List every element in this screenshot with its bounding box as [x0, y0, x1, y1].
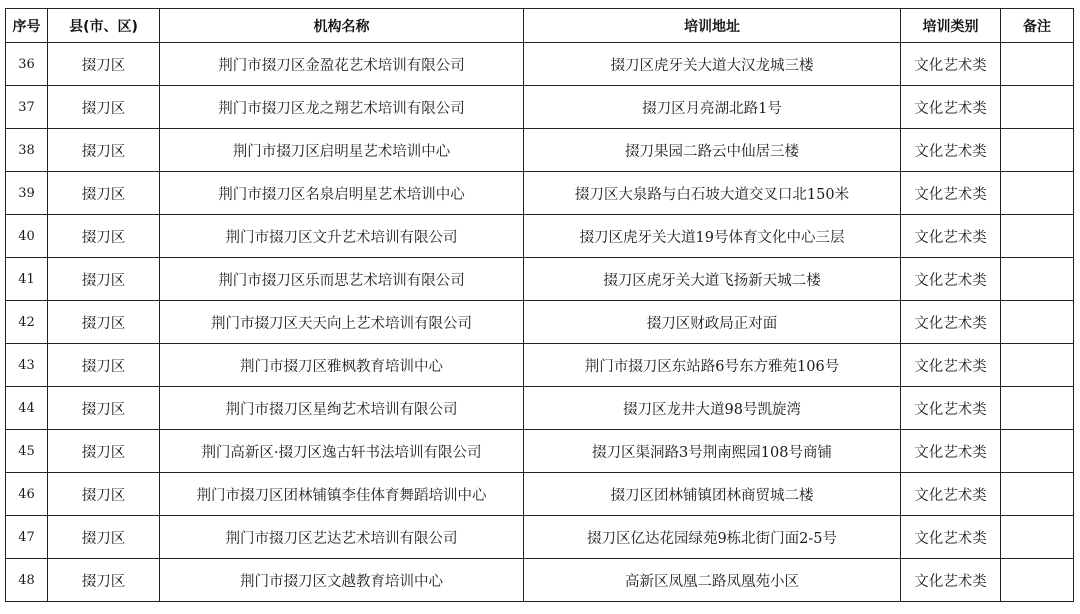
cell-institution-name: 荆门市掇刀区文升艺术培训有限公司 — [160, 215, 524, 258]
training-institutions-table — [5, 8, 1074, 602]
cell-training-address: 掇刀区虎牙关大道大汉龙城三楼 — [524, 43, 901, 86]
cell-training-address: 掇刀区月亮湖北路1号 — [524, 86, 901, 129]
cell-institution-name: 荆门市掇刀区雅枫教育培训中心 — [160, 344, 524, 387]
cell-no: 46 — [6, 473, 48, 516]
cell-county: 掇刀区 — [48, 473, 160, 516]
cell-institution-name: 荆门市掇刀区星绚艺术培训有限公司 — [160, 387, 524, 430]
cell-county: 掇刀区 — [48, 129, 160, 172]
cell-no: 42 — [6, 301, 48, 344]
cell-remark — [1001, 430, 1074, 473]
table-row — [6, 258, 1074, 301]
cell-remark — [1001, 344, 1074, 387]
cell-training-category: 文化艺术类 — [901, 215, 1001, 258]
cell-institution-name: 荆门市掇刀区启明星艺术培训中心 — [160, 129, 524, 172]
cell-institution-name: 荆门市掇刀区艺达艺术培训有限公司 — [160, 516, 524, 559]
cell-institution-name: 荆门市掇刀区文越教育培训中心 — [160, 559, 524, 602]
cell-institution-name: 荆门高新区·掇刀区逸古轩书法培训有限公司 — [160, 430, 524, 473]
cell-remark — [1001, 387, 1074, 430]
cell-remark — [1001, 215, 1074, 258]
cell-institution-name: 荆门市掇刀区金盈花艺术培训有限公司 — [160, 43, 524, 86]
cell-no: 48 — [6, 559, 48, 602]
table-row — [6, 559, 1074, 602]
table-row — [6, 301, 1074, 344]
cell-training-address: 掇刀果园二路云中仙居三楼 — [524, 129, 901, 172]
cell-county: 掇刀区 — [48, 516, 160, 559]
cell-training-category: 文化艺术类 — [901, 344, 1001, 387]
cell-county: 掇刀区 — [48, 559, 160, 602]
table-row — [6, 43, 1074, 86]
cell-training-category: 文化艺术类 — [901, 43, 1001, 86]
cell-remark — [1001, 516, 1074, 559]
cell-remark — [1001, 258, 1074, 301]
cell-county: 掇刀区 — [48, 258, 160, 301]
cell-training-category: 文化艺术类 — [901, 430, 1001, 473]
cell-no: 41 — [6, 258, 48, 301]
cell-institution-name: 荆门市掇刀区龙之翔艺术培训有限公司 — [160, 86, 524, 129]
cell-training-address: 掇刀区龙井大道98号凯旋湾 — [524, 387, 901, 430]
header-no: 序号 — [6, 9, 48, 43]
cell-no: 37 — [6, 86, 48, 129]
cell-training-address: 掇刀区亿达花园绿苑9栋北街门面2-5号 — [524, 516, 901, 559]
cell-no: 38 — [6, 129, 48, 172]
cell-remark — [1001, 559, 1074, 602]
header-training-address: 培训地址 — [524, 9, 901, 43]
cell-training-category: 文化艺术类 — [901, 516, 1001, 559]
cell-remark — [1001, 86, 1074, 129]
table-row — [6, 86, 1074, 129]
cell-remark — [1001, 129, 1074, 172]
table-row — [6, 344, 1074, 387]
cell-institution-name: 荆门市掇刀区天天向上艺术培训有限公司 — [160, 301, 524, 344]
cell-remark — [1001, 43, 1074, 86]
cell-county: 掇刀区 — [48, 172, 160, 215]
cell-training-address: 掇刀区虎牙关大道飞扬新天城二楼 — [524, 258, 901, 301]
cell-county: 掇刀区 — [48, 301, 160, 344]
cell-training-category: 文化艺术类 — [901, 473, 1001, 516]
cell-no: 47 — [6, 516, 48, 559]
cell-training-category: 文化艺术类 — [901, 86, 1001, 129]
cell-training-address: 掇刀区财政局正对面 — [524, 301, 901, 344]
cell-training-category: 文化艺术类 — [901, 387, 1001, 430]
table-row — [6, 430, 1074, 473]
cell-no: 39 — [6, 172, 48, 215]
cell-training-category: 文化艺术类 — [901, 559, 1001, 602]
cell-training-category: 文化艺术类 — [901, 301, 1001, 344]
table-row — [6, 473, 1074, 516]
cell-no: 43 — [6, 344, 48, 387]
cell-training-address: 掇刀区团林铺镇团林商贸城二楼 — [524, 473, 901, 516]
cell-training-category: 文化艺术类 — [901, 258, 1001, 301]
cell-county: 掇刀区 — [48, 387, 160, 430]
cell-institution-name: 荆门市掇刀区团林铺镇李佳体育舞蹈培训中心 — [160, 473, 524, 516]
cell-no: 44 — [6, 387, 48, 430]
table-row — [6, 215, 1074, 258]
cell-training-address: 掇刀区大泉路与白石坡大道交叉口北150米 — [524, 172, 901, 215]
cell-institution-name: 荆门市掇刀区乐而思艺术培训有限公司 — [160, 258, 524, 301]
cell-training-category: 文化艺术类 — [901, 129, 1001, 172]
cell-remark — [1001, 301, 1074, 344]
cell-county: 掇刀区 — [48, 215, 160, 258]
cell-no: 45 — [6, 430, 48, 473]
cell-county: 掇刀区 — [48, 86, 160, 129]
table-row — [6, 129, 1074, 172]
cell-county: 掇刀区 — [48, 344, 160, 387]
header-row — [6, 9, 1074, 43]
cell-institution-name: 荆门市掇刀区名泉启明星艺术培训中心 — [160, 172, 524, 215]
cell-no: 40 — [6, 215, 48, 258]
cell-training-address: 掇刀区虎牙关大道19号体育文化中心三层 — [524, 215, 901, 258]
header-institution-name: 机构名称 — [160, 9, 524, 43]
cell-county: 掇刀区 — [48, 430, 160, 473]
header-remark: 备注 — [1001, 9, 1074, 43]
cell-no: 36 — [6, 43, 48, 86]
table-row — [6, 516, 1074, 559]
header-county: 县(市、区) — [48, 9, 160, 43]
cell-training-address: 荆门市掇刀区东站路6号东方雅苑106号 — [524, 344, 901, 387]
table-row — [6, 172, 1074, 215]
cell-training-address: 掇刀区渠洞路3号荆南熙园108号商铺 — [524, 430, 901, 473]
table-body — [6, 43, 1074, 602]
cell-training-category: 文化艺术类 — [901, 172, 1001, 215]
cell-remark — [1001, 473, 1074, 516]
cell-remark — [1001, 172, 1074, 215]
cell-county: 掇刀区 — [48, 43, 160, 86]
header-training-category: 培训类别 — [901, 9, 1001, 43]
table-header — [6, 9, 1074, 43]
table-row — [6, 387, 1074, 430]
cell-training-address: 高新区凤凰二路凤凰苑小区 — [524, 559, 901, 602]
